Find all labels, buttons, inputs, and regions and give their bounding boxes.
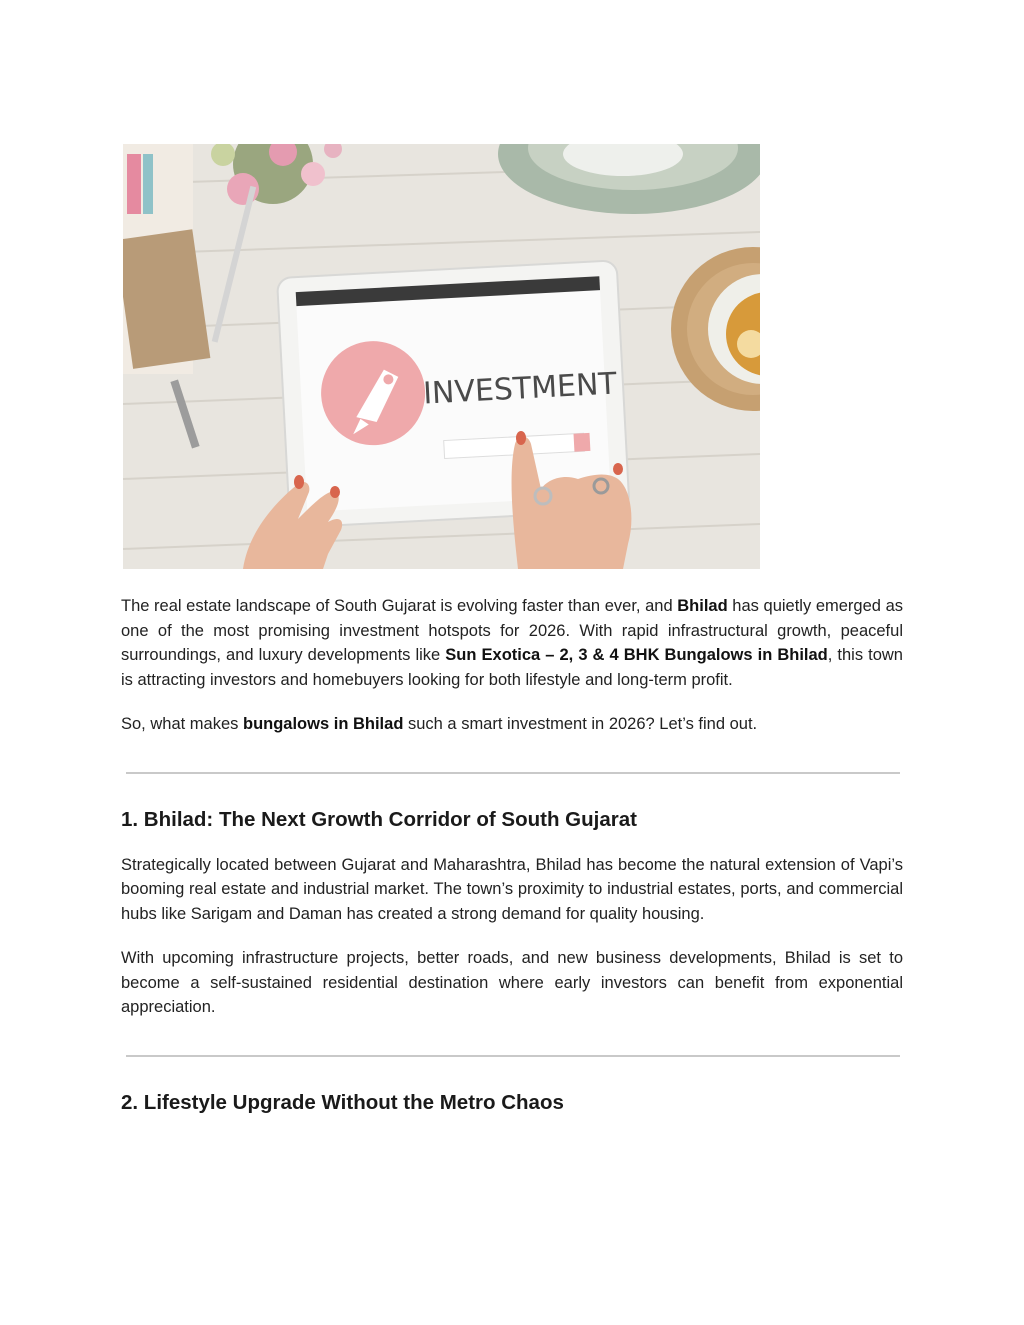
intro-text-1a: The real estate landscape of South Gujarat is evolving faster than ever, and: [121, 597, 678, 615]
intro-text-1d: , this town is attracting investors and homebuyers looking for both lifestyle and long-term profit.: [121, 646, 903, 689]
section-1-paragraph-1: Strategically located between Gujarat and Maharashtra, Bhilad has become the natural extension of Vapi’s booming real estate and industrial market. The town’s proximity to industrial estates, ports, and commercial hubs like Sarigam and Daman has created a strong demand for quality housing.: [121, 855, 903, 923]
tablet-investment-text: INVESTMENT: [422, 366, 618, 412]
intro-bold-bungalows: bungalows in Bhilad: [242, 715, 404, 733]
intro-text-1c: has quietly emerged as one of the most promising investment hotspots for 2026. With rapid infrastructural growth, peaceful surroundings, and luxury developments like: [121, 597, 903, 664]
section-divider: [126, 1055, 900, 1057]
investment-tablet-illustration: [123, 144, 760, 569]
intro-paragraph-2: [121, 712, 903, 737]
section-1-paragraph-2: With upcoming infrastructure projects, better roads, and new business developments, Bhilad is set to become a self-sustained residential destination where early investors can benefit from exponential appreciation.: [121, 949, 903, 1016]
article-content: [121, 594, 903, 1116]
intro-paragraph-1: [121, 594, 903, 692]
intro-bold-bhilad: Bhilad: [677, 597, 728, 615]
section-1-heading: 1. Bhilad: The Next Growth Corridor of South Gujarat: [121, 807, 637, 831]
section-divider: [126, 772, 900, 774]
intro-text-2a: So, what makes: [121, 715, 243, 733]
intro-text-2c: such a smart investment in 2026? Let’s find out.: [403, 715, 758, 733]
section-2-heading: 2. Lifestyle Upgrade Without the Metro Chaos: [121, 1090, 564, 1114]
intro-bold-sun-exotica: Sun Exotica – 2, 3 & 4 BHK Bungalows in Bhilad: [445, 646, 828, 664]
hero-image: [123, 144, 760, 569]
